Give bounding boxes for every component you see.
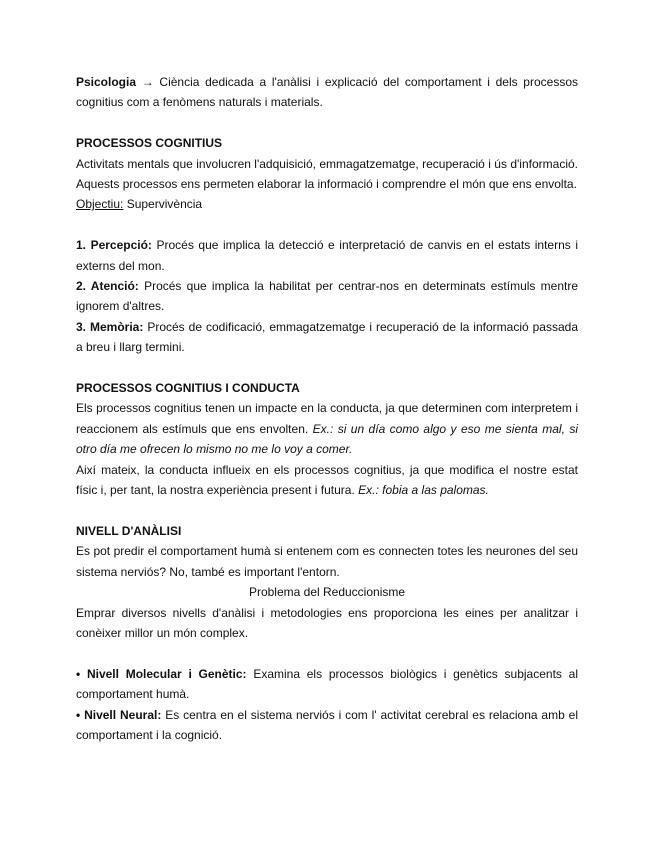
intro-paragraph xyxy=(76,72,578,113)
section3-paragraph-2: Emprar diversos nivells d'anàlisi i metodologies ens proporciona les eines per analitzar i conèixer millor un món complex. xyxy=(76,605,578,640)
objective-value: Supervivència xyxy=(126,197,203,212)
reduccionisme-heading: Problema del Reduccionisme xyxy=(248,585,406,600)
section2-p1-text: Els processos cognitius tenen un impacte en la conducta, ja que determinen com interpretem i reaccionem als estímuls que ens envolten. xyxy=(76,401,578,436)
list-item-text: Procés que implica la habilitat per centrar-nos en determinats estímuls mentre ignorem d'altres. xyxy=(76,279,578,314)
section-title-processos-cognitius: PROCESSOS COGNITIUS xyxy=(76,136,223,151)
list-item-label: 1. Percepció: xyxy=(76,238,152,253)
intro-definition: Ciència dedicada a l'anàlisi i explicació del comportament i dels processos cognitius com a fenòmens naturals i materials. xyxy=(76,75,578,110)
section2-paragraph-1 xyxy=(76,398,578,459)
term-psicologia: Psicologia xyxy=(76,75,137,89)
objective-line xyxy=(76,194,578,214)
section-title-processos-conducta: PROCESSOS COGNITIUS I CONDUCTA xyxy=(76,381,300,396)
list-item-label: • Nivell Molecular i Genètic: xyxy=(76,666,247,681)
list-item-percepcio xyxy=(76,235,578,276)
list-item-memoria xyxy=(76,317,578,358)
arrow-icon: → xyxy=(141,75,154,89)
list-item-neural xyxy=(76,705,578,746)
list-item-label: • Nivell Neural: xyxy=(76,707,162,722)
section3-paragraph-1: Es pot predir el comportament humà si entenem com es connecten totes les neurones del seu sistema nerviós? No, també es important l'entorn. xyxy=(76,544,578,579)
list-item-text: Examina els processos biològics i genètics subjacents al comportament humà. xyxy=(76,666,578,702)
objective-label: Objectiu: xyxy=(76,197,124,212)
list-item-label: 3. Memòria: xyxy=(76,319,144,334)
list-item-text: Es centra en el sistema nerviós i com l' activitat cerebral es relaciona amb el comportament i la cognició. xyxy=(76,707,578,742)
section1-body: Activitats mentals que involucren l'adquisició, emmagatzematge, recuperació i ús d'informació. Aquests processos ens permeten elaborar la informació i comprendre el món que ens envolta. xyxy=(76,156,578,192)
section-title-nivell-analisi: NIVELL D'ANÀLISI xyxy=(76,523,182,538)
list-item-molecular xyxy=(76,664,578,705)
list-item-text: Procés que implica la detecció e interpretació de canvis en el estats interns i externs del mon. xyxy=(76,238,578,273)
document-page xyxy=(76,72,578,745)
section2-p2-text: Així mateix, la conducta influeix en els processos cognitius, ja que modifica el nostre estat físic i, per tant, la nostra experiència present i futura. xyxy=(76,462,578,498)
section2-p2-example: Ex.: fobia a las palomas. xyxy=(358,483,489,498)
list-item-atencio xyxy=(76,276,578,317)
list-item-label: 2. Atenció: xyxy=(76,279,139,294)
list-item-text: Procés de codificació, emmagatzematge i recuperació de la informació passada a breu i llarg termini. xyxy=(76,319,579,355)
section2-p1-example: Ex.: si un día como algo y eso me sienta mal, si otro día me ofrecen lo mismo no me lo voy a comer. xyxy=(76,421,578,457)
section2-paragraph-2 xyxy=(76,460,578,501)
